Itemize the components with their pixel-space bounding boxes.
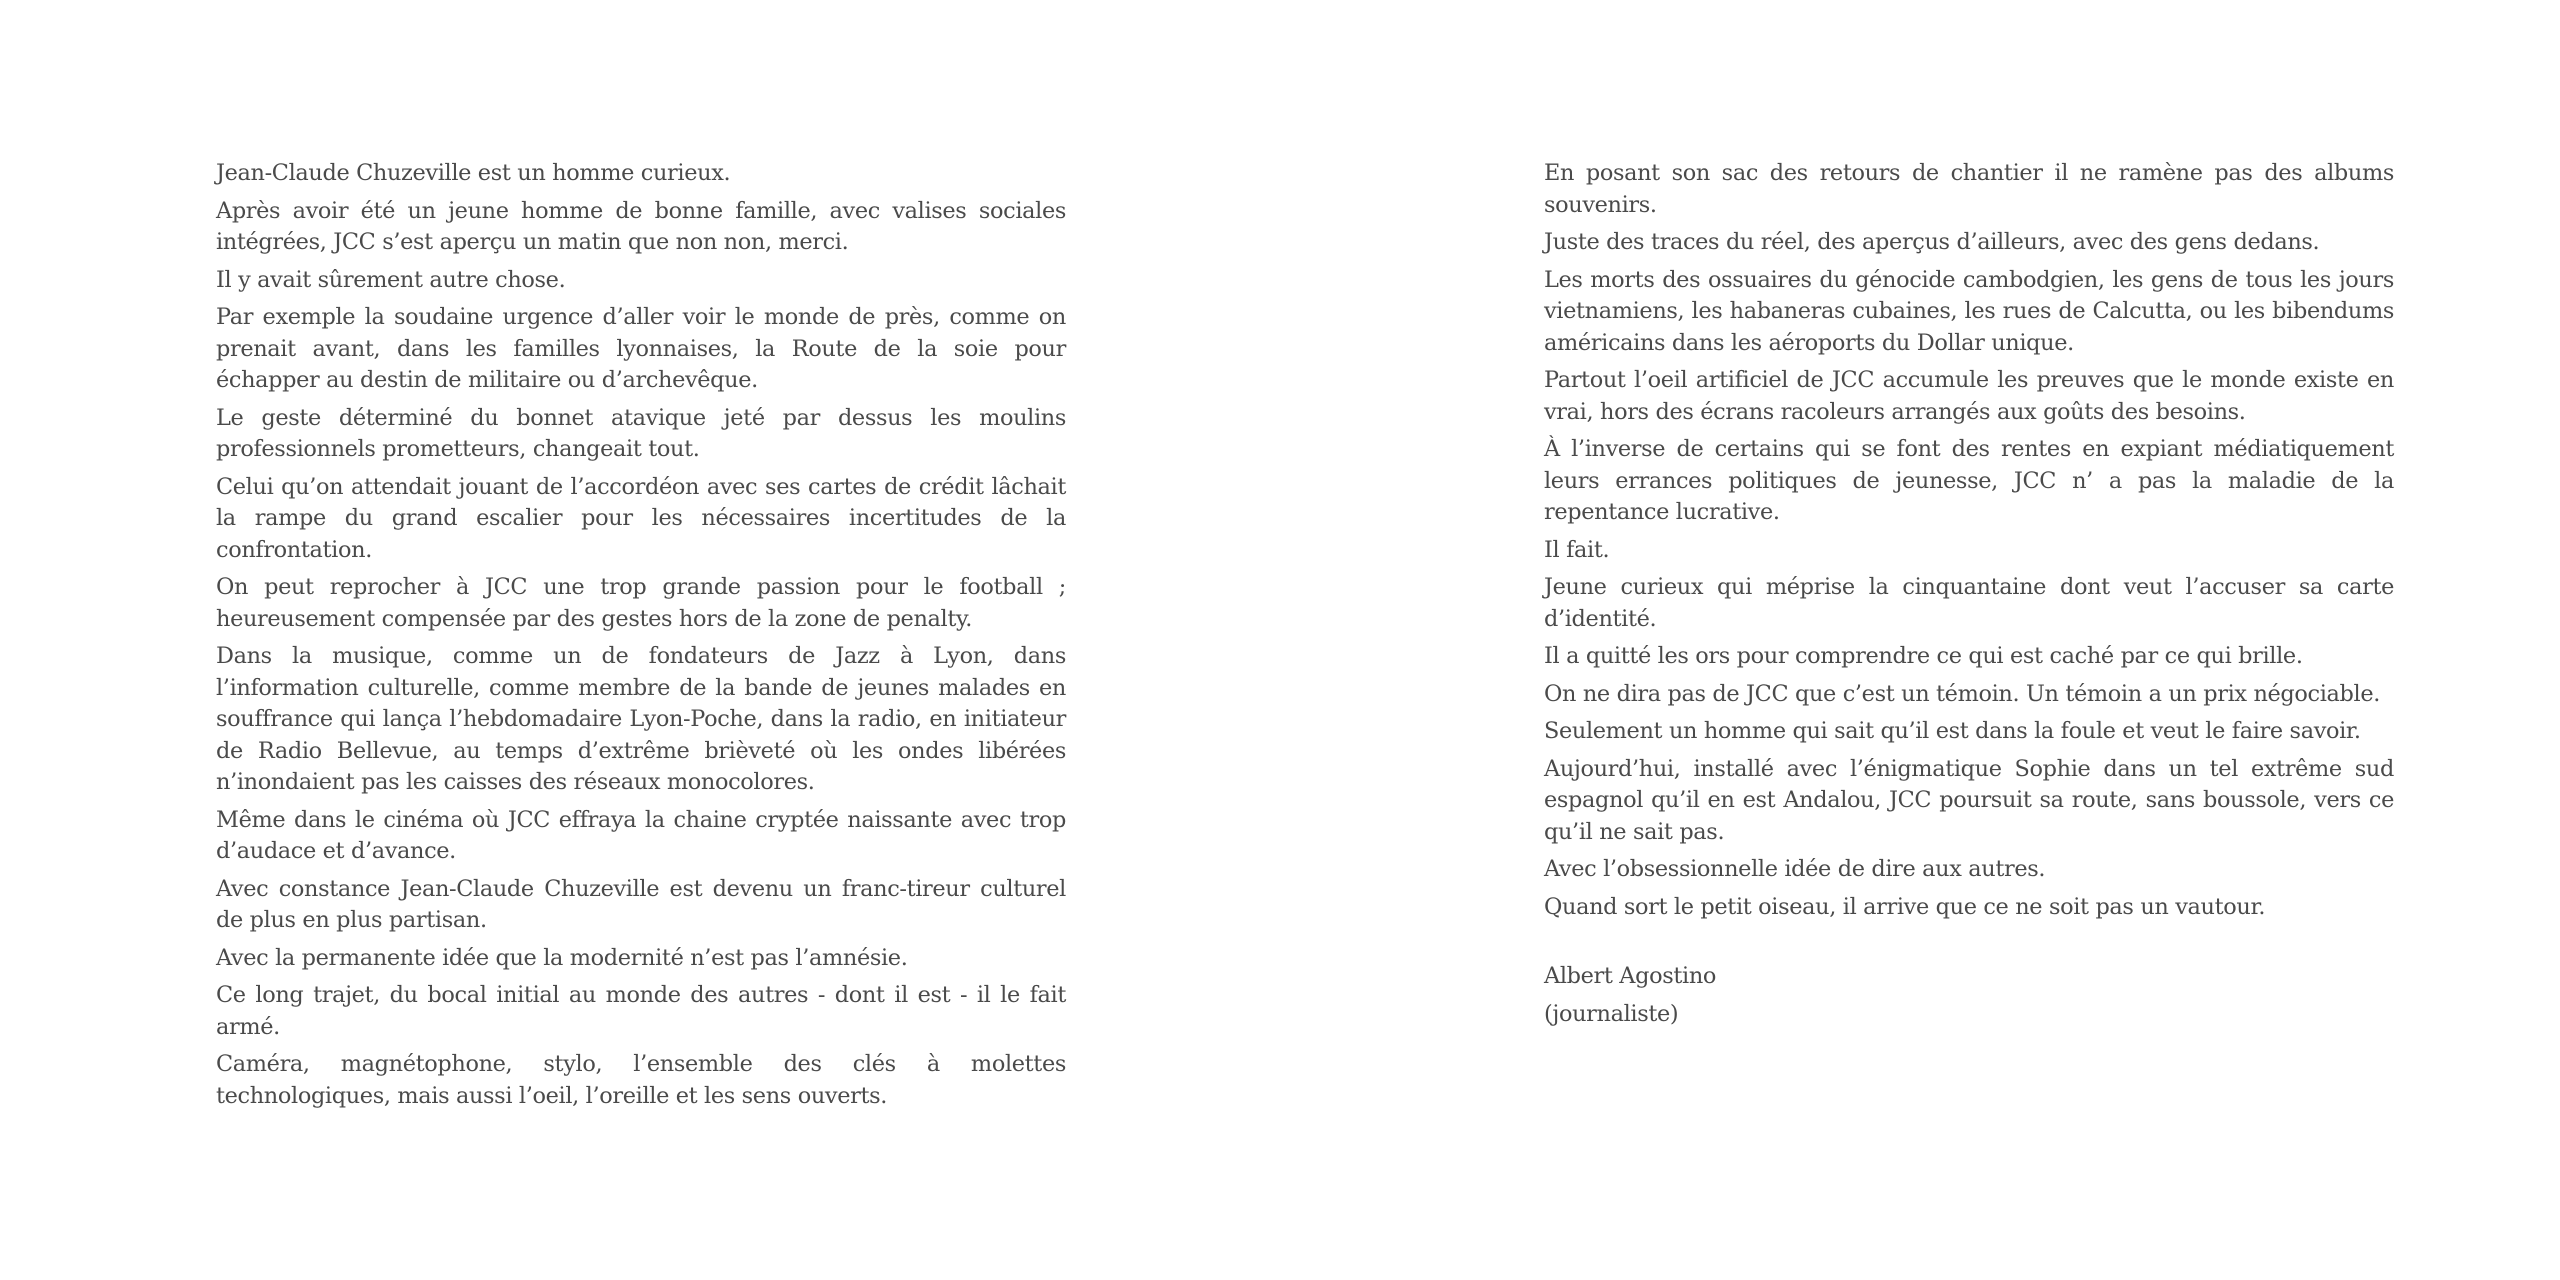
paragraph: Il a quitté les ors pour comprendre ce qui est caché par ce qui brille. (1544, 643, 2303, 669)
paragraph: Celui qu’on attendait jouant de l’accordéon avec ses cartes de crédit lâchait la rampe du grand escalier pour les nécessaires incertitudes de la confrontation. (216, 473, 1066, 563)
left-text-column (216, 158, 1066, 1118)
signature-block (1544, 961, 2394, 1030)
paragraph: Après avoir été un jeune homme de bonne famille, avec valises sociales intégrées, JCC s’est aperçu un matin que non non, merci. (216, 197, 1066, 255)
paragraph: Avec la permanente idée que la modernité n’est pas l’amnésie. (216, 944, 908, 971)
paragraph: On peut reprocher à JCC une trop grande passion pour le football ; heureusement compensée par des gestes hors de la zone de penalty. (216, 574, 1066, 632)
paragraph: Jeune curieux qui méprise la cinquantaine dont veut l’accuser sa carte d’identité. (1544, 574, 2394, 632)
paragraph: On ne dira pas de JCC que c’est un témoin. Un témoin a un prix négociable. (1544, 680, 2380, 707)
paragraph: Même dans le cinéma où JCC effraya la chaine cryptée naissante avec trop d’audace et d’avance. (216, 806, 1066, 864)
paragraph: Quand sort le petit oiseau, il arrive que ce ne soit pas un vautour. (1544, 893, 2266, 920)
paragraph: En posant son sac des retours de chantier il ne ramène pas des albums souvenirs. (1544, 160, 2394, 218)
author-role: (journaliste) (1544, 1000, 1679, 1027)
paragraph: À l’inverse de certains qui se font des rentes en expiant médiatiquement leurs errances politiques de jeunesse, JCC n’ a pas la maladie de la repentance lucrative. (1544, 436, 2394, 525)
paragraph: Aujourd’hui, installé avec l’énigmatique Sophie dans un tel extrême sud espagnol qu’il en est Andalou, JCC poursuit sa route, sans boussole, vers ce qu’il ne sait pas. (1544, 755, 2394, 845)
paragraph: Juste des traces du réel, des aperçus d’ailleurs, avec des gens dedans. (1544, 229, 2320, 255)
author-name: Albert Agostino (1544, 963, 1717, 989)
paragraph: Avec l’obsessionnelle idée de dire aux autres. (1544, 856, 2046, 882)
paragraph: Jean-Claude Chuzeville est un homme curieux. (216, 160, 731, 186)
paragraph: Avec constance Jean-Claude Chuzeville est devenu un franc-tireur culturel de plus en plus partisan. (216, 875, 1066, 933)
paragraph: Partout l’oeil artificiel de JCC accumule les preuves que le monde existe en vrai, hors des écrans racoleurs arrangés aux goûts des besoins. (1544, 367, 2394, 425)
paragraph: Caméra, magnétophone, stylo, l’ensemble des clés à molettes technologiques, mais aussi l’oeil, l’oreille et les sens ouverts. (216, 1051, 1066, 1109)
paragraph: Ce long trajet, du bocal initial au monde des autres - dont il est - il le fait armé. (216, 982, 1066, 1040)
paragraph: Par exemple la soudaine urgence d’aller voir le monde de près, comme on prenait avant, dans les familles lyonnaises, la Route de la soie pour échapper au destin de militaire ou d’archevêque. (216, 304, 1066, 393)
paragraph: Dans la musique, comme un de fondateurs de Jazz à Lyon, dans l’information culturelle, comme membre de la bande de jeunes malades en souffrance qui lança l’hebdomadaire Lyon-Poche, dans la radio, en initiateur de Radio Bellevue, au temps d’extrême brièveté où les ondes libérées n’inondaient pas les caisses des réseaux monocolores. (216, 643, 1066, 795)
right-page (1280, 0, 2560, 1280)
paragraph: Il fait. (1544, 536, 1610, 563)
right-text-column (1544, 158, 2394, 1036)
paragraph: Le geste déterminé du bonnet atavique jeté par dessus les moulins professionnels prometteurs, changeait tout. (216, 404, 1066, 462)
paragraph: Il y avait sûrement autre chose. (216, 266, 566, 293)
paragraph: Les morts des ossuaires du génocide cambodgien, les gens de tous les jours vietnamiens, les habaneras cubaines, les rues de Calcutta, ou les bibendums américains dans les aéroports du Dollar unique. (1544, 266, 2394, 356)
paragraph: Seulement un homme qui sait qu’il est dans la foule et veut le faire savoir. (1544, 718, 2361, 744)
